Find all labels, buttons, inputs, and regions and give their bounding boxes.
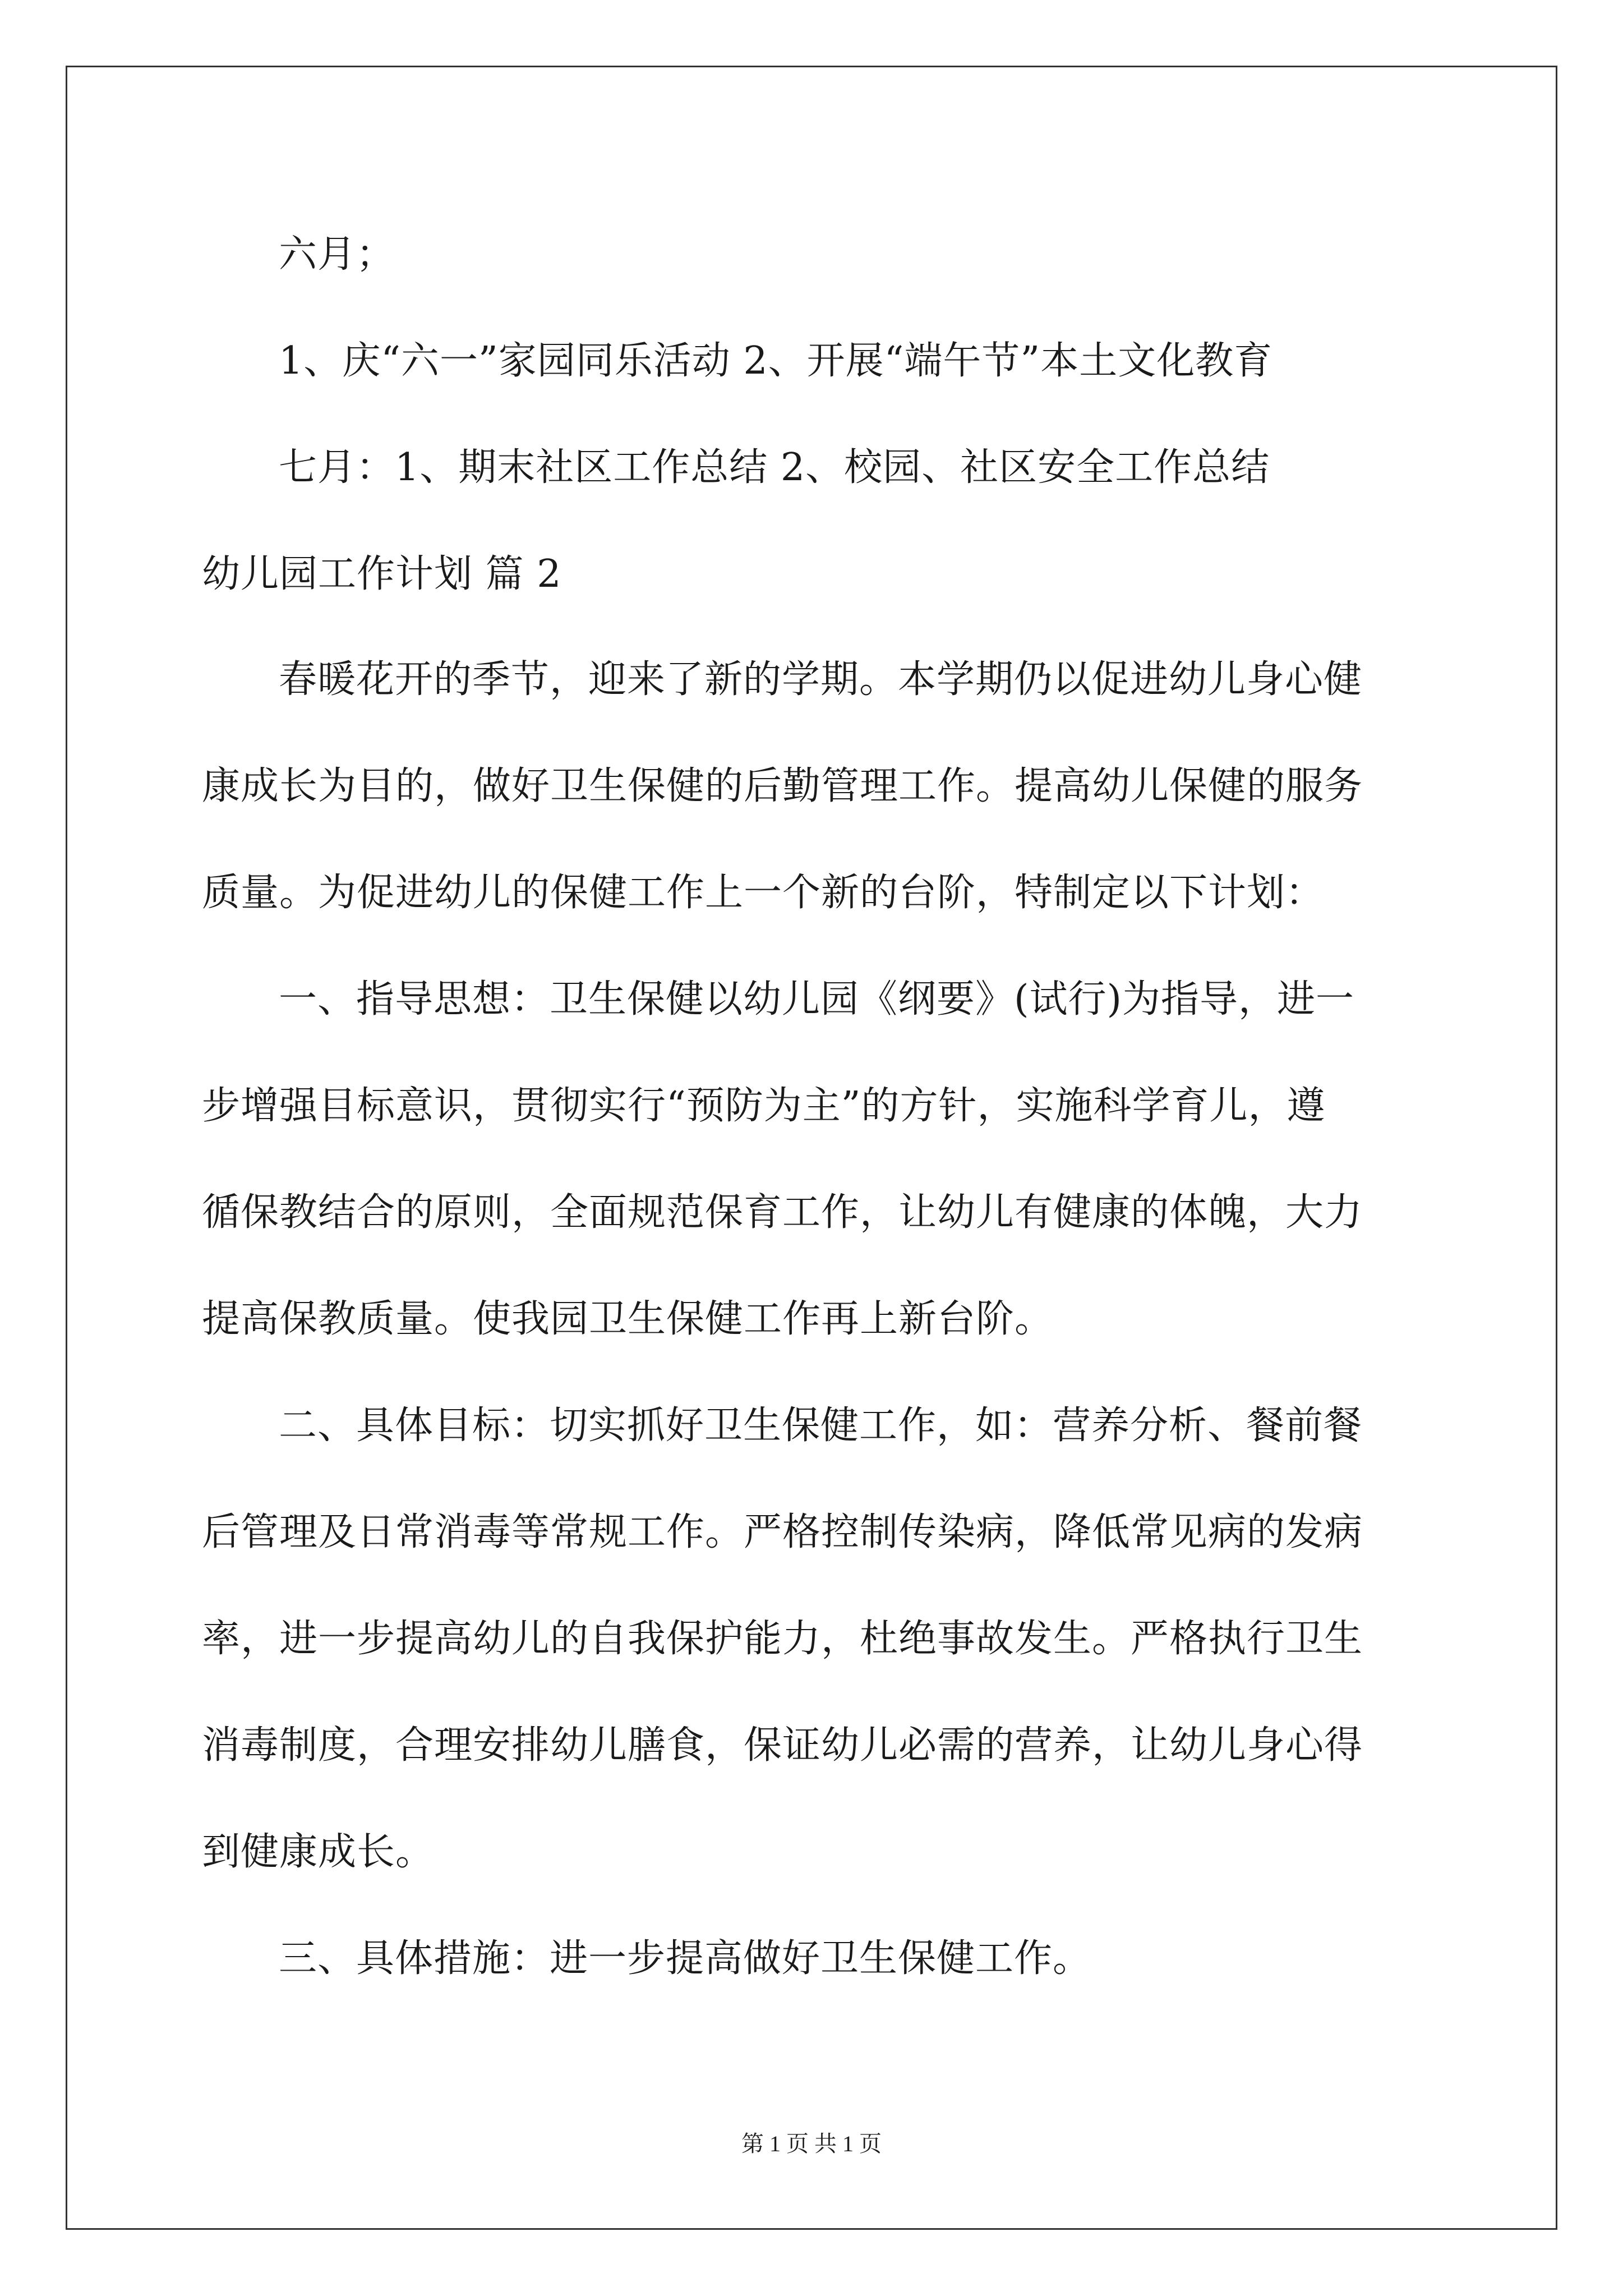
- text-line: 春暖花开的季节，迎来了新的学期。本学期仍以促进幼儿身心健: [279, 657, 1363, 702]
- text-line: 三、具体措施：进一步提高做好卫生保健工作。: [279, 1936, 1092, 1981]
- text-line: 后管理及日常消毒等常规工作。严格控制传染病，降低常见病的发病: [202, 1510, 1363, 1554]
- text-line: 二、具体目标：切实抓好卫生保健工作，如：营养分析、餐前餐: [279, 1404, 1363, 1448]
- text-line: 到健康成长。: [202, 1830, 435, 1874]
- text-line: 康成长为目的，做好卫生保健的后勤管理工作。提高幼儿保健的服务: [202, 764, 1363, 808]
- page-frame: [66, 66, 1557, 2230]
- page-footer: 第 1 页 共 1 页: [741, 2131, 882, 2156]
- text-line: 率，进一步提高幼儿的自我保护能力，杜绝事故发生。严格执行卫生: [202, 1617, 1363, 1661]
- text-line: 质量。为促进幼儿的保健工作上一个新的台阶，特制定以下计划：: [202, 871, 1325, 915]
- section-heading: 幼儿园工作计划 篇 2: [202, 552, 562, 596]
- text-line: 1、庆“六一”家园同乐活动 2、开展“端午节”本土文化教育: [279, 339, 1273, 383]
- text-line: 消毒制度，合理安排幼儿膳食，保证幼儿必需的营养，让幼儿身心得: [202, 1723, 1363, 1768]
- text-line: 七月：1、期末社区工作总结 2、校园、社区安全工作总结: [279, 445, 1270, 490]
- text-line: 步增强目标意识，贯彻实行“预防为主”的方针，实施科学育儿，遵: [202, 1084, 1326, 1128]
- text-line: 提高保教质量。使我园卫生保健工作再上新台阶。: [202, 1297, 1054, 1341]
- text-line: 循保教结合的原则，全面规范保育工作，让幼儿有健康的体魄，大力: [202, 1190, 1363, 1235]
- text-line: 一、指导思想：卫生保健以幼儿园《纲要》(试行)为指导，进一: [279, 977, 1355, 1022]
- text-line: 六月；: [279, 232, 395, 277]
